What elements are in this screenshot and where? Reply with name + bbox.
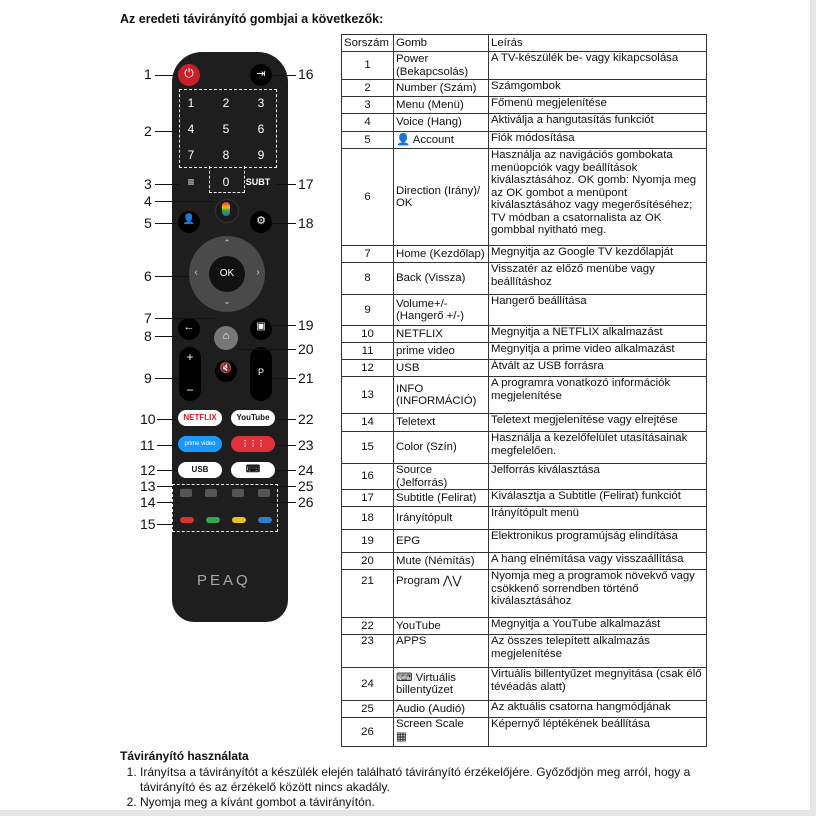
row-button-keyboard (394, 668, 489, 701)
leader-5 (155, 223, 177, 224)
usage-title: Távirányító használata (120, 749, 249, 763)
callout-1: 1 (144, 66, 152, 82)
info-button (205, 489, 217, 497)
youtube-button: YouTube (231, 410, 275, 426)
row-button: Teletext (394, 414, 489, 432)
leader-24 (275, 470, 296, 471)
row-number: 11 (342, 343, 394, 360)
row-description: A programra vonatkozó információk megjelenítése (489, 377, 707, 414)
row-number: 22 (342, 618, 394, 635)
up-down-icon: ⋀⋁ (439, 575, 462, 587)
callout-3: 3 (144, 176, 152, 192)
leader-20 (237, 349, 296, 350)
leader-12 (157, 470, 177, 471)
row-button: USB (394, 360, 489, 377)
key-8: 8 (222, 148, 230, 162)
row-button: APPS (394, 635, 489, 668)
row-button: Audio (Audió) (394, 701, 489, 718)
row-button: NETFLIX (394, 326, 489, 343)
leader-26 (270, 502, 296, 503)
table-row (342, 618, 707, 635)
row-description: Jelforrás kiválasztása (489, 464, 707, 490)
table-row (342, 52, 707, 80)
key-7: 7 (187, 148, 195, 162)
ok-label: OK (219, 268, 235, 279)
account-icon: 👤 (182, 214, 196, 225)
callout-18: 18 (298, 215, 314, 231)
program-label: P (257, 367, 264, 377)
key-3: 3 (257, 96, 265, 110)
row-button: Account (412, 133, 454, 146)
table-row (342, 295, 707, 326)
callout-14: 14 (140, 494, 156, 510)
row-description: Megnyitja a prime video alkalmazást (489, 343, 707, 360)
row-number: 12 (342, 360, 394, 377)
table-row (342, 246, 707, 263)
screen-scale-button (258, 489, 270, 497)
header-button: Gomb (394, 35, 489, 52)
row-description: Megnyitja a NETFLIX alkalmazást (489, 326, 707, 343)
table-row (342, 432, 707, 464)
callout-13: 13 (140, 478, 156, 494)
callout-9: 9 (144, 370, 152, 386)
row-number: 4 (342, 114, 394, 132)
row-number: 13 (342, 377, 394, 414)
leader-10 (157, 419, 177, 420)
leader-6 (155, 276, 189, 277)
chevron-right-icon: › (256, 267, 260, 278)
keyboard-button: ⌨ (231, 462, 275, 478)
button-table (341, 34, 707, 747)
callout-2: 2 (144, 123, 152, 139)
table-row (342, 114, 707, 132)
leader-18 (272, 223, 296, 224)
row-description: A TV-készülék be- vagy kikapcsolása (489, 52, 707, 80)
leader-13 (157, 486, 205, 487)
power-icon: ⏻ (184, 66, 194, 80)
row-button: Menu (Menü) (394, 97, 489, 114)
key-4: 4 (187, 122, 195, 136)
callout-22: 22 (298, 411, 314, 427)
table-row (342, 464, 707, 490)
key-1: 1 (187, 96, 195, 110)
leader-1 (155, 75, 177, 76)
row-button: Voice (Hang) (394, 114, 489, 132)
table-row (342, 377, 707, 414)
key-5: 5 (222, 122, 230, 136)
row-button: Irányítópult (394, 507, 489, 530)
callout-16: 16 (298, 66, 314, 82)
leader-9 (155, 378, 179, 379)
table-row (342, 668, 707, 701)
row-description: Megnyitja az Google TV kezdőlapját (489, 246, 707, 263)
table-row (342, 414, 707, 432)
row-description: Az összes telepített alkalmazás megjelenítése (489, 635, 707, 668)
row-button-account (394, 132, 489, 149)
row-description: A hang elnémítása vagy visszaállítása (489, 553, 707, 570)
leader-14 (157, 502, 179, 503)
blue-key (258, 517, 272, 523)
row-number: 25 (342, 701, 394, 718)
table-row (342, 490, 707, 507)
callout-20: 20 (298, 341, 314, 357)
subtitle-label: SUBT (245, 177, 271, 187)
home-icon: ⌂ (222, 330, 230, 342)
callout-15: 15 (140, 516, 156, 532)
volume-up-icon: + (186, 350, 194, 364)
row-button: Screen Scale (396, 718, 464, 730)
leader-21 (272, 378, 296, 379)
row-button-program (394, 570, 489, 618)
row-description: Nyomja meg a programok növekvő vagy csökkenő sorrendben történő kiválasztásához (489, 570, 707, 618)
leader-16 (272, 75, 296, 76)
row-description: Kiválasztja a Subtitle (Felirat) funkciót (489, 490, 707, 507)
leader-4 (155, 201, 213, 202)
row-number: 14 (342, 414, 394, 432)
row-button: Source (Jelforrás) (394, 464, 489, 490)
leader-23 (275, 445, 296, 446)
row-description: Teletext megjelenítése vagy elrejtése (489, 414, 707, 432)
leader-11 (157, 445, 177, 446)
table-body (342, 52, 707, 747)
table-row (342, 149, 707, 246)
leader-22 (275, 419, 296, 420)
row-button: Mute (Némítás) (394, 553, 489, 570)
row-number: 19 (342, 530, 394, 553)
row-number: 24 (342, 668, 394, 701)
callout-5: 5 (144, 215, 152, 231)
row-description: Aktiválja a hangutasítás funkciót (489, 114, 707, 132)
mute-icon: 🔇 (219, 363, 233, 374)
row-button: prime video (394, 343, 489, 360)
row-number: 16 (342, 464, 394, 490)
table-row (342, 507, 707, 530)
row-number: 18 (342, 507, 394, 530)
leader-17 (275, 184, 296, 185)
row-description: Képernyő léptékének beállítása (489, 718, 707, 747)
row-number: 21 (342, 570, 394, 618)
row-button-scale (394, 718, 489, 747)
callout-7: 7 (144, 310, 152, 326)
row-number: 1 (342, 52, 394, 80)
callout-11: 11 (140, 437, 155, 453)
callout-4: 4 (144, 193, 152, 209)
audio-button (232, 489, 244, 497)
table-row (342, 570, 707, 618)
leader-2 (155, 131, 179, 132)
volume-down-icon: − (186, 383, 194, 397)
green-key (206, 517, 220, 523)
table-row (342, 97, 707, 114)
table-row (342, 701, 707, 718)
row-button: Subtitle (Felirat) (394, 490, 489, 507)
callout-19: 19 (298, 317, 314, 333)
row-description: Fiók módosítása (489, 132, 707, 149)
usage-step: 2. Nyomja meg a kívánt gombot a távirányítón. (140, 795, 720, 810)
leader-15 (157, 524, 173, 525)
table-row (342, 326, 707, 343)
mic-icon (222, 202, 230, 216)
table-row (342, 360, 707, 377)
row-number: 15 (342, 432, 394, 464)
callout-21: 21 (298, 370, 314, 386)
page-heading: Az eredeti távirányító gombjai a következők: (120, 12, 384, 26)
row-description: Hangerő beállítása (489, 295, 707, 326)
row-button: Home (Kezdőlap) (394, 246, 489, 263)
row-number: 9 (342, 295, 394, 326)
screen-scale-icon: ▦ (396, 730, 407, 743)
usb-button: USB (178, 462, 222, 478)
row-button: Virtuális billentyűzet (396, 671, 456, 696)
row-description: Megnyitja a YouTube alkalmazást (489, 618, 707, 635)
prime-video-button: prime video (178, 436, 222, 452)
yellow-key (232, 517, 246, 523)
row-number: 6 (342, 149, 394, 246)
tv-guide-icon: ▣ (256, 321, 266, 332)
header-number: Sorszám (342, 35, 394, 52)
row-number: 20 (342, 553, 394, 570)
row-button: Back (Vissza) (394, 263, 489, 295)
back-arrow-icon: ← (183, 321, 195, 333)
table-header-row (342, 35, 707, 52)
row-number: 3 (342, 97, 394, 114)
row-number: 7 (342, 246, 394, 263)
row-button: Volume+/- (Hangerő +/-) (394, 295, 489, 326)
row-number: 5 (342, 132, 394, 149)
row-number: 2 (342, 80, 394, 97)
leader-3 (155, 184, 179, 185)
row-button: Direction (Irány)/ OK (394, 149, 489, 246)
usage-list (120, 765, 720, 810)
key-6: 6 (257, 122, 265, 136)
table-row (342, 635, 707, 668)
table-row (342, 132, 707, 149)
row-button: Color (Szín) (394, 432, 489, 464)
row-button: Number (Szám) (394, 80, 489, 97)
teletext-button (180, 489, 192, 497)
callout-24: 24 (298, 462, 314, 478)
callout-17: 17 (298, 176, 314, 192)
callout-10: 10 (140, 411, 156, 427)
callout-8: 8 (144, 328, 152, 344)
row-number: 10 (342, 326, 394, 343)
table-row (342, 343, 707, 360)
leader-19 (272, 325, 296, 326)
row-description: Átvált az USB forrásra (489, 360, 707, 377)
row-number: 23 (342, 635, 394, 668)
callout-25: 25 (298, 478, 314, 494)
row-description: Használja az navigációs gombokata menüopciók vagy beállítások kiválasztásához. OK gomb: Nyomja meg az OK gombot a menüpont kiválasztásához vagy megerősítéséhez; TV módban a csatornalista az OK gombbal nyitható meg. (489, 149, 707, 246)
source-icon: ⇥ (256, 68, 266, 80)
chevron-up-icon: ⌃ (223, 238, 231, 248)
row-description: Főmenü megjelenítése (489, 97, 707, 114)
row-description: Számgombok (489, 80, 707, 97)
menu-icon: ≡ (187, 175, 195, 189)
key-0: 0 (222, 175, 230, 189)
row-number: 17 (342, 490, 394, 507)
row-description: Irányítópult menü (489, 507, 707, 530)
gear-icon: ⚙ (256, 215, 266, 227)
usage-section (120, 749, 720, 810)
row-button: EPG (394, 530, 489, 553)
callout-6: 6 (144, 268, 152, 284)
apps-button: ⋮⋮⋮ (231, 436, 275, 452)
row-description: Virtuális billentyűzet megnyitása (csak élő tévéadás alatt) (489, 668, 707, 701)
callout-26: 26 (298, 494, 314, 510)
table-row (342, 530, 707, 553)
row-number: 8 (342, 263, 394, 295)
key-9: 9 (257, 148, 265, 162)
callout-12: 12 (140, 462, 156, 478)
row-description: Az aktuális csatorna hangmódjának (489, 701, 707, 718)
row-button: INFO (INFORMÁCIÓ) (394, 377, 489, 414)
chevron-left-icon: ‹ (194, 267, 198, 278)
table-row (342, 553, 707, 570)
row-description: Visszatér az előző menübe vagy beállításhoz (489, 263, 707, 295)
callout-23: 23 (298, 437, 314, 453)
table-row (342, 80, 707, 97)
row-button: YouTube (394, 618, 489, 635)
brand-logo: PEAQ (197, 572, 251, 589)
leader-8 (155, 336, 177, 337)
chevron-down-icon: ⌄ (223, 296, 231, 306)
netflix-button: NETFLIX (178, 410, 222, 426)
key-2: 2 (222, 96, 230, 110)
row-description: Használja a kezelőfelület utasításainak megfelelően. (489, 432, 707, 464)
table-row (342, 718, 707, 747)
row-button: Program (396, 575, 440, 587)
usage-step: 1. Irányítsa a távirányítót a készülék elején található távirányító érzékelőjére. Győződjön meg arról, hogy a távirányító és az érzékelő között nincs akadály. (140, 765, 720, 795)
leader-25 (244, 486, 296, 487)
leader-7 (155, 318, 215, 319)
red-key (180, 517, 194, 523)
row-description: Elektronikus programújság elindítása (489, 530, 707, 553)
row-button: Power (Bekapcsolás) (394, 52, 489, 80)
account-icon: 👤 (396, 133, 413, 146)
header-description: Leírás (489, 35, 707, 52)
row-number: 26 (342, 718, 394, 747)
table-row (342, 263, 707, 295)
keyboard-icon: ⌨ (396, 671, 416, 684)
